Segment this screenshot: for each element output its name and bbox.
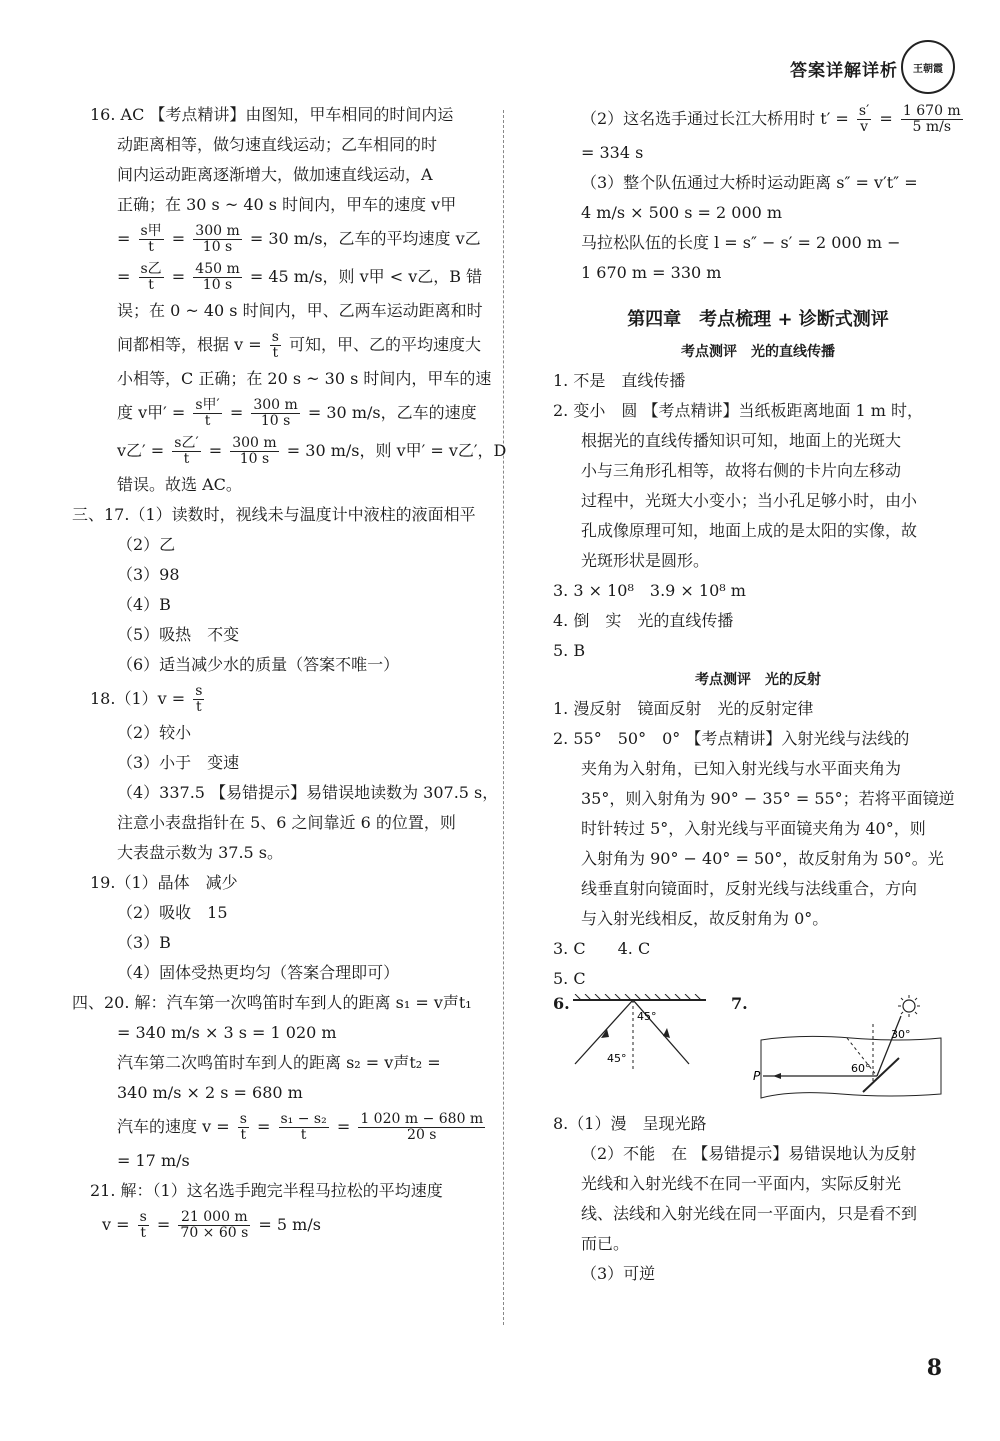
text: = bbox=[336, 1117, 351, 1136]
arrow-icon bbox=[773, 1073, 781, 1079]
formula-line bbox=[72, 394, 492, 432]
q6-label: 6. bbox=[553, 994, 570, 1013]
line: 与入射光线相反，故反射角为 0°。 bbox=[581, 909, 829, 928]
text: = 45 m/s，则 v甲 < v乙，B 错 bbox=[249, 267, 483, 286]
publisher-logo bbox=[901, 40, 955, 94]
angle-label: 30° bbox=[891, 1028, 911, 1041]
logo-text: 王朝霞 bbox=[913, 63, 943, 75]
text: = bbox=[117, 229, 131, 248]
line: 5. C bbox=[553, 969, 586, 988]
line: 大表盘示数为 37.5 s。 bbox=[117, 843, 284, 862]
line: 小与三角形孔相等，故将右侧的卡片向左移动 bbox=[581, 461, 902, 480]
line: 根据光的直线传播知识可知，地面上的光斑大 bbox=[581, 431, 902, 450]
text: = bbox=[879, 109, 893, 128]
line: = 334 s bbox=[581, 143, 644, 162]
text: = 30 m/s，乙车的平均速度 v乙 bbox=[249, 229, 481, 248]
chapter-title: 第四章 考点梳理 + 诊断式测评 bbox=[627, 309, 889, 330]
line: 2. 55° 50° 0° 【考点精讲】入射光线与法线的 bbox=[553, 729, 910, 748]
line: （3）B bbox=[117, 933, 171, 952]
text: = bbox=[171, 267, 186, 286]
column-divider bbox=[503, 110, 504, 1325]
header-title: 答案详解详析 bbox=[790, 61, 898, 81]
line: 孔成像原理可知，地面上成的是太阳的实像，故 bbox=[581, 521, 918, 540]
line: 入射角为 90° − 40° = 50°，故反射角为 50°。光 bbox=[581, 849, 944, 868]
diagram-row bbox=[553, 994, 963, 1109]
line: = 340 m/s × 3 s = 1 020 m bbox=[117, 1023, 337, 1042]
section-title: 考点测评 光的直线传播 bbox=[681, 344, 835, 360]
answer-16 bbox=[72, 100, 507, 500]
point-label: P bbox=[753, 1069, 761, 1083]
line: 三、17.（1）读数时，视线未与温度计中液柱的液面相平 bbox=[72, 505, 476, 524]
line: 4 m/s × 500 s = 2 000 m bbox=[581, 203, 783, 222]
line: （3）可逆 bbox=[581, 1264, 656, 1283]
line: （2）较小 bbox=[117, 723, 192, 742]
line: 线、法线和入射光线在同一平面内，只是看不到 bbox=[581, 1204, 918, 1223]
fraction: $\frac{\text{s甲}}{t}$ bbox=[140, 223, 162, 255]
fraction: $\frac{s}{t}$ bbox=[195, 683, 203, 715]
answer-19 bbox=[72, 868, 492, 988]
section-straight-line bbox=[553, 366, 963, 666]
line: 注意小表盘指针在 5、6 之间靠近 6 的位置，则 bbox=[117, 813, 456, 832]
formula-line bbox=[72, 258, 492, 296]
formula-line bbox=[553, 100, 963, 138]
fraction: $\frac{300 m}{10 s}$ bbox=[195, 223, 240, 255]
formula-line bbox=[72, 1206, 492, 1244]
fraction: $\frac{450 m}{10 s}$ bbox=[195, 261, 240, 293]
section-reflection bbox=[553, 694, 963, 1289]
left-column bbox=[72, 100, 507, 1244]
q6-reflection-diagram bbox=[571, 994, 711, 1074]
text: 间都相等，根据 v = bbox=[117, 335, 262, 354]
text: 度 v甲′ = bbox=[117, 403, 186, 422]
page-number: 8 bbox=[926, 1355, 942, 1381]
formula-line bbox=[72, 220, 492, 258]
line: 5. B bbox=[553, 641, 586, 660]
text: = bbox=[156, 1215, 171, 1234]
answer-21 bbox=[72, 1176, 492, 1244]
line: （3）整个队伍通过大桥时运动距离 s″ = v′t″ = bbox=[581, 173, 918, 192]
fraction: $\frac{s}{t}$ bbox=[239, 1111, 247, 1143]
text: v = bbox=[102, 1215, 130, 1234]
section-title: 考点测评 光的反射 bbox=[695, 672, 821, 688]
formula-line bbox=[72, 680, 492, 718]
line: 8.（1）漫 呈现光路 bbox=[553, 1114, 707, 1133]
right-column bbox=[553, 100, 963, 1289]
line: 而已。 bbox=[581, 1234, 630, 1253]
line: （2）不能 在 【易错提示】易错误地认为反射 bbox=[581, 1144, 917, 1163]
fraction: $\frac{\text{s甲′}}{t}$ bbox=[195, 397, 220, 429]
text: 18.（1）v = bbox=[90, 689, 186, 708]
fraction: $\frac{300 m}{10 s}$ bbox=[253, 397, 298, 429]
line: 时针转过 5°，入射光线与平面镜夹角为 40°，则 bbox=[581, 819, 926, 838]
line: 间内运动距离逐渐增大，做加速直线运动，A bbox=[117, 165, 433, 184]
text: （2）这名选手通过长江大桥用时 t′ = bbox=[581, 109, 849, 128]
line: 光线和入射光线不在同一平面内，实际反射光 bbox=[581, 1174, 902, 1193]
line: 21. 解：（1）这名选手跑完半程马拉松的平均速度 bbox=[90, 1181, 443, 1200]
line: 1 670 m = 330 m bbox=[581, 263, 722, 282]
fraction: $\frac{\text{s乙′}}{t}$ bbox=[174, 435, 199, 467]
fraction: $\frac{s'}{v}$ bbox=[858, 103, 870, 135]
line: 340 m/s × 2 s = 680 m bbox=[117, 1083, 303, 1102]
line: （4）337.5 【易错提示】易错误地读数为 307.5 s， bbox=[117, 783, 499, 802]
text: = bbox=[229, 403, 244, 422]
answer-17 bbox=[72, 500, 492, 680]
fraction: $\frac{1 670 m}{5 m/s}$ bbox=[902, 103, 961, 135]
line: 线垂直射向镜面时，反射光线与法线重合，方向 bbox=[581, 879, 918, 898]
answer-21-continued bbox=[553, 100, 963, 288]
line: 夹角为入射角，已知入射光线与水平面夹角为 bbox=[581, 759, 902, 778]
line: （4）固体受热更均匀（答案合理即可） bbox=[117, 963, 400, 982]
line: 1. 漫反射 镜面反射 光的反射定律 bbox=[553, 699, 814, 718]
line: 3. C 4. C bbox=[553, 939, 651, 958]
fraction: $\frac{1 020 m - 680 m}{20 s}$ bbox=[360, 1111, 484, 1143]
q7-label: 7. bbox=[731, 994, 748, 1013]
line: 3. 3 × 10⁸ 3.9 × 10⁸ m bbox=[553, 581, 746, 600]
line: （6）适当减少水的质量（答案不唯一） bbox=[117, 655, 400, 674]
fraction: $\frac{300 m}{10 s}$ bbox=[232, 435, 277, 467]
line: 正确；在 30 s ~ 40 s 时间内，甲车的速度 v甲 bbox=[117, 195, 457, 214]
text: v乙′ = bbox=[117, 441, 165, 460]
text: = bbox=[208, 441, 223, 460]
line: （3）98 bbox=[117, 565, 180, 584]
angle-label: 45° bbox=[607, 1052, 627, 1065]
line: （2）吸收 15 bbox=[117, 903, 228, 922]
text: = 30 m/s，则 v甲′ = v乙′，D bbox=[286, 441, 507, 460]
line: 16. AC 【考点精讲】由图知，甲车相同的时间内运 bbox=[90, 105, 454, 124]
fraction: $\frac{\text{s乙}}{t}$ bbox=[140, 261, 162, 293]
line: 4. 倒 实 光的直线传播 bbox=[553, 611, 734, 630]
text: = bbox=[257, 1117, 271, 1136]
line: （2）乙 bbox=[117, 535, 176, 554]
text: = bbox=[171, 229, 186, 248]
line: 误；在 0 ~ 40 s 时间内，甲、乙两车运动距离和时 bbox=[117, 301, 483, 320]
line: （4）B bbox=[117, 595, 171, 614]
text: 可知，甲、乙的平均速度大 bbox=[289, 335, 482, 354]
q7-reflection-diagram bbox=[751, 994, 951, 1106]
text: = 30 m/s，乙车的速度 bbox=[307, 403, 477, 422]
text: 汽车的速度 v = bbox=[117, 1117, 230, 1136]
line: （5）吸热 不变 bbox=[117, 625, 240, 644]
fraction: $\frac{s}{t}$ bbox=[271, 329, 279, 361]
line: 1. 不是 直线传播 bbox=[553, 371, 686, 390]
fraction: $\frac{s}{t}$ bbox=[139, 1209, 147, 1241]
angle-label: 45° bbox=[637, 1010, 657, 1023]
text: = bbox=[117, 267, 131, 286]
line: 35°，则入射角为 90° − 35° = 55°；若将平面镜逆 bbox=[581, 789, 955, 808]
answer-18 bbox=[72, 680, 499, 868]
formula-line bbox=[72, 1108, 492, 1146]
text: = 5 m/s bbox=[258, 1215, 321, 1234]
line: 马拉松队伍的长度 l = s″ − s′ = 2 000 m − bbox=[581, 233, 901, 252]
line: 19.（1）晶体 减少 bbox=[90, 873, 238, 892]
line: 2. 变小 圆 【考点精讲】当纸板距离地面 1 m 时， bbox=[553, 401, 924, 420]
line: 四、20. 解：汽车第一次鸣笛时车到人的距离 s₁ = v声t₁ bbox=[72, 993, 472, 1012]
angle-label: 60° bbox=[851, 1062, 871, 1075]
line: 小相等，C 正确；在 20 s ~ 30 s 时间内，甲车的速 bbox=[117, 369, 492, 388]
line: （3）小于 变速 bbox=[117, 753, 240, 772]
line: 动距离相等，做匀速直线运动；乙车相同的时 bbox=[117, 135, 438, 154]
formula-line bbox=[72, 432, 507, 470]
fraction: $\frac{21 000 m}{70 \times 60 s}$ bbox=[180, 1209, 249, 1241]
formula-line bbox=[72, 326, 492, 364]
line: 汽车第二次鸣笛时车到人的距离 s₂ = v声t₂ = bbox=[117, 1053, 441, 1072]
fraction: $\frac{\text{s₁ − s₂}}{t}$ bbox=[280, 1111, 327, 1143]
line: 光斑形状是圆形。 bbox=[581, 551, 710, 570]
sun-icon bbox=[898, 995, 920, 1017]
line: 过程中，光斑大小变小；当小孔足够小时，由小 bbox=[581, 491, 918, 510]
arrow-icon bbox=[663, 1028, 670, 1038]
line: 错误。故选 AC。 bbox=[117, 475, 242, 494]
line: = 17 m/s bbox=[117, 1151, 190, 1170]
answer-20 bbox=[72, 988, 492, 1176]
